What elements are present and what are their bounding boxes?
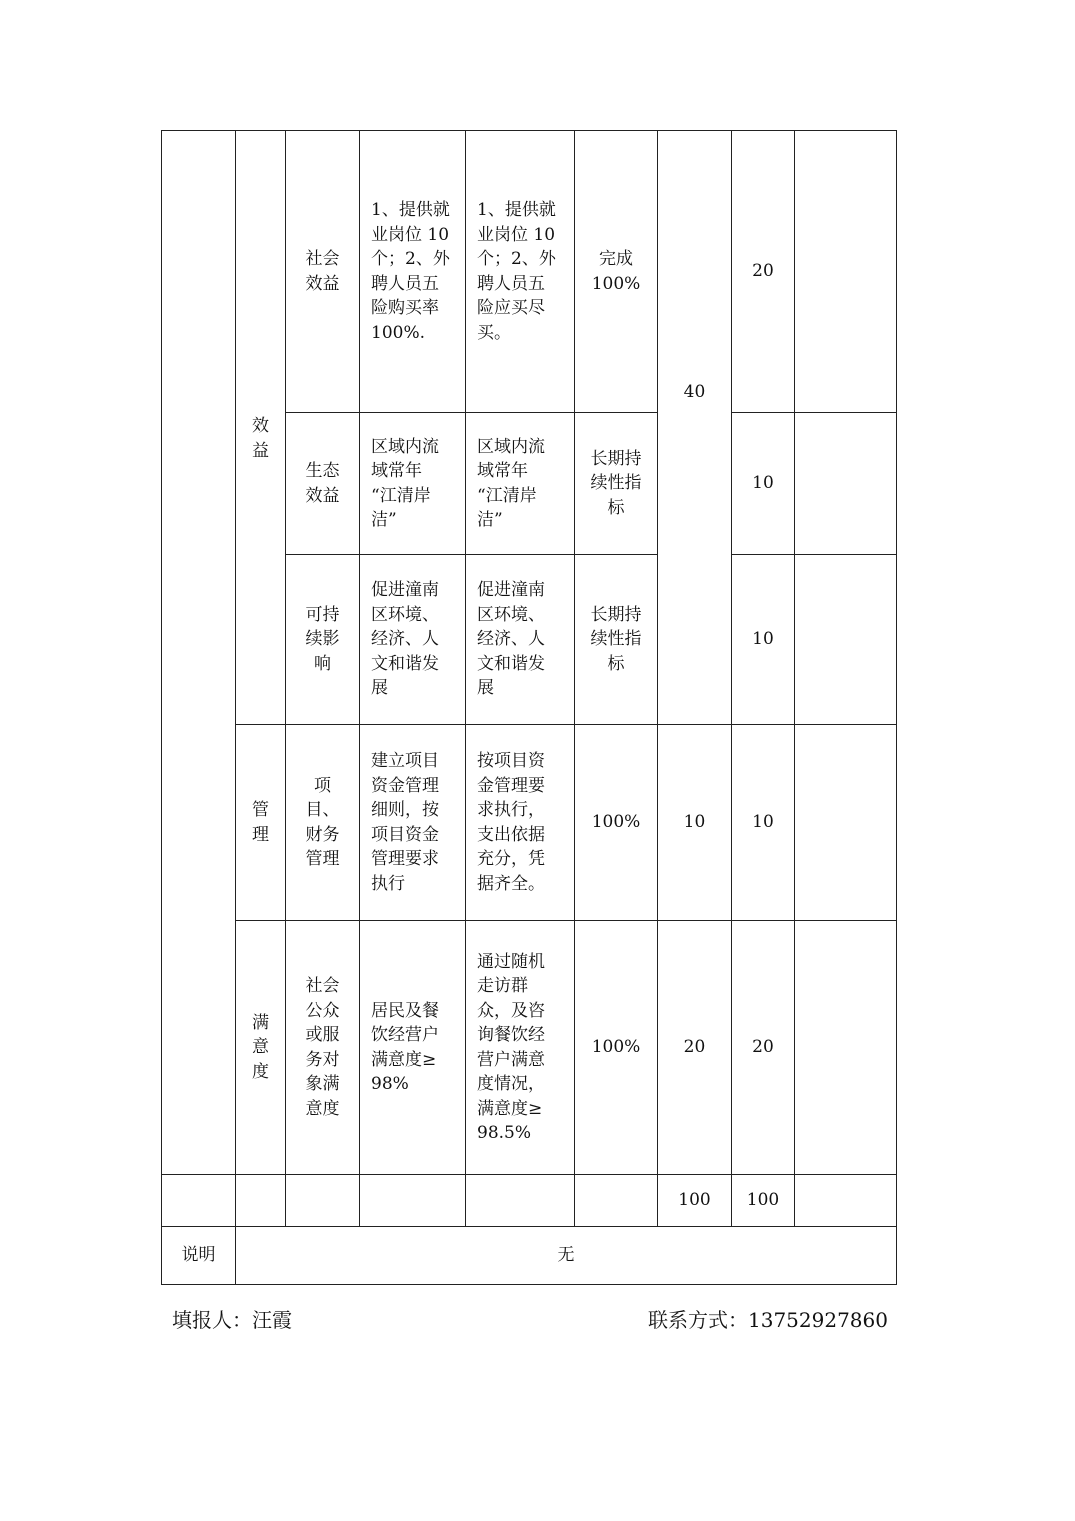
remark-cell (795, 555, 897, 725)
remark-cell (795, 921, 897, 1175)
target-cell: 建立项目 资金管理 细则，按 项目资金 管理要求 执行 (360, 725, 466, 921)
remark-cell (795, 131, 897, 413)
table-row (162, 921, 897, 1175)
note-row (162, 1227, 897, 1285)
actual-cell: 通过随机 走访群 众，及咨 询餐饮经 营户满意 度情况， 满意度≥ 98.5% (466, 921, 575, 1175)
table-row (162, 725, 897, 921)
empty-cell (236, 1175, 286, 1227)
weight-cell-benefit: 40 (658, 131, 732, 725)
remark-cell (795, 725, 897, 921)
empty-cell (575, 1175, 658, 1227)
completion-cell: 100% (575, 725, 658, 921)
contact-info: 联系方式：13752927860 (648, 1308, 888, 1332)
target-cell: 促进潼南 区环境、 经济、人 文和谐发 展 (360, 555, 466, 725)
sub-indicator-cell: 社会 效益 (286, 131, 360, 413)
note-value: 无 (236, 1227, 897, 1285)
score-cell: 10 (732, 725, 795, 921)
category-management: 管 理 (236, 725, 286, 921)
target-cell: 1、提供就 业岗位 10 个；2、外 聘人员五 险购买率 100%. (360, 131, 466, 413)
remark-cell (795, 1175, 897, 1227)
remark-cell (795, 413, 897, 555)
total-row (162, 1175, 897, 1227)
total-weight: 100 (658, 1175, 732, 1227)
empty-cell (286, 1175, 360, 1227)
target-cell: 居民及餐 饮经营户 满意度≥ 98% (360, 921, 466, 1175)
actual-cell: 按项目资 金管理要 求执行， 支出依据 充分，凭 据齐全。 (466, 725, 575, 921)
category-satisfaction: 满 意 度 (236, 921, 286, 1175)
score-cell: 10 (732, 555, 795, 725)
table-row (162, 131, 897, 413)
sub-indicator-cell: 项 目、 财务 管理 (286, 725, 360, 921)
total-score: 100 (732, 1175, 795, 1227)
weight-cell: 20 (658, 921, 732, 1175)
target-cell: 区域内流 域常年 “江清岸 洁” (360, 413, 466, 555)
completion-cell: 长期持 续性指 标 (575, 413, 658, 555)
weight-cell: 10 (658, 725, 732, 921)
score-cell: 10 (732, 413, 795, 555)
note-label: 说明 (162, 1227, 236, 1285)
sub-indicator-cell: 生态 效益 (286, 413, 360, 555)
actual-cell: 区域内流 域常年 “江清岸 洁” (466, 413, 575, 555)
empty-cell (466, 1175, 575, 1227)
completion-cell: 完成 100% (575, 131, 658, 413)
completion-cell: 长期持 续性指 标 (575, 555, 658, 725)
score-cell: 20 (732, 921, 795, 1175)
first-column-cell (162, 131, 236, 1175)
empty-cell (162, 1175, 236, 1227)
sub-indicator-cell: 社会 公众 或服 务对 象满 意度 (286, 921, 360, 1175)
completion-cell: 100% (575, 921, 658, 1175)
filler-name: 填报人：汪霞 (172, 1308, 292, 1332)
score-cell: 20 (732, 131, 795, 413)
actual-cell: 1、提供就 业岗位 10 个；2、外 聘人员五 险应买尽 买。 (466, 131, 575, 413)
empty-cell (360, 1175, 466, 1227)
actual-cell: 促进潼南 区环境、 经济、人 文和谐发 展 (466, 555, 575, 725)
sub-indicator-cell: 可持 续影 响 (286, 555, 360, 725)
category-benefit: 效 益 (236, 131, 286, 725)
performance-table (161, 130, 897, 1285)
